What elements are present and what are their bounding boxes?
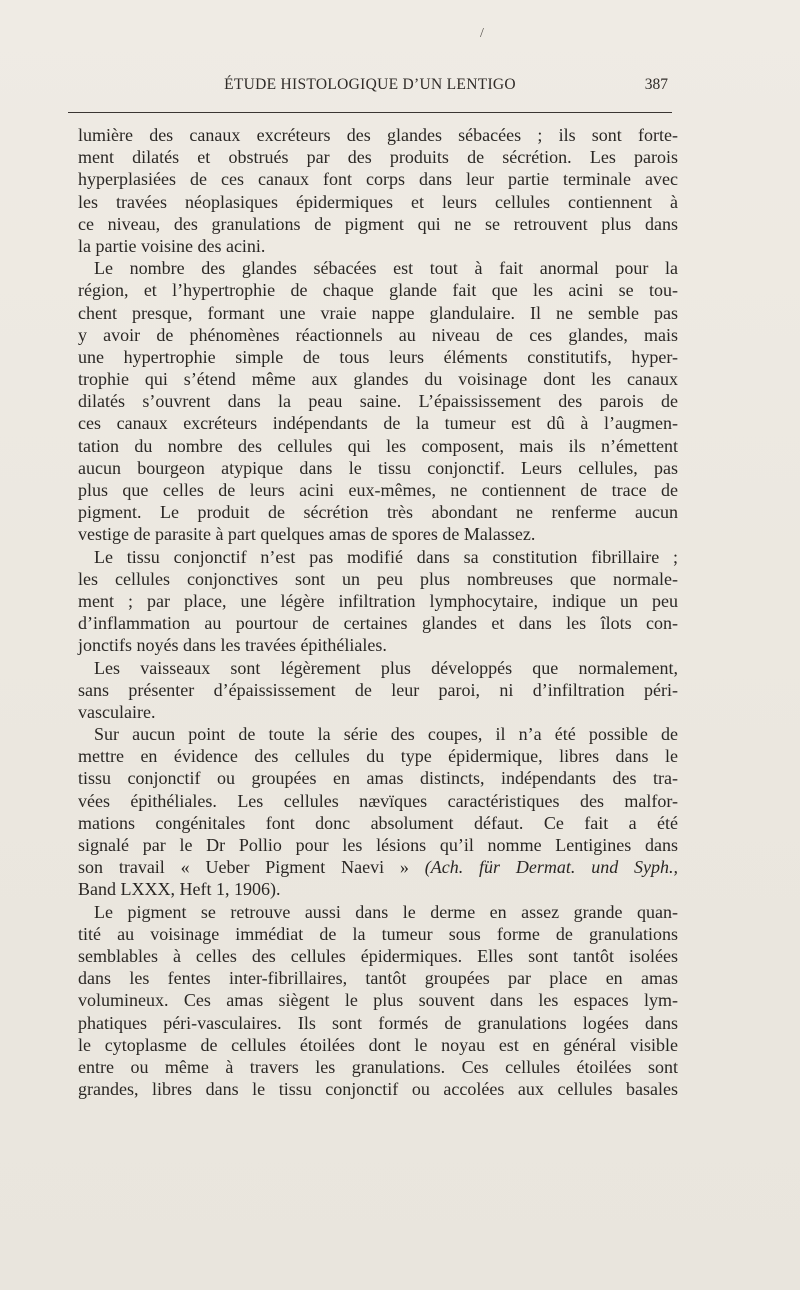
text-line: y avoir de phénomènes réactionnels au niveau de ces glandes, mais [78, 324, 678, 345]
text-line: dilatés s’ouvrent dans la peau saine. L’épaississement des parois de [78, 391, 678, 412]
text-line: ment dilatés et obstrués par des produits de sécrétion. Les parois [78, 147, 678, 168]
text-line: signalé par le Dr Pollio pour les lésions qu’il nomme Lentigines dans [78, 835, 678, 855]
text-line: ce niveau, des granulations de pigment qui ne se retrouvent plus dans [78, 213, 678, 234]
text-line: Sur aucun point de toute la série des coupes, il n’a été possible de [94, 724, 678, 745]
text-line: région, et l’hypertrophie de chaque glande fait que les acini se tou- [78, 280, 678, 301]
text-line: jonctifs noyés dans les travées épithéliales. [78, 635, 387, 656]
text-line: dans les fentes inter-fibrillaires, tantôt groupées par place en amas [78, 968, 678, 989]
text-line: vasculaire. [78, 701, 156, 722]
text-line: Band LXXX, Heft 1, 1906). [78, 879, 281, 900]
text-line: le cytoplasme de cellules étoilées dont le noyau est en général visible [78, 1034, 678, 1055]
corner-mark: / [480, 26, 484, 41]
body-text [78, 124, 678, 1100]
text-line: Le tissu conjonctif n’est pas modifié dans sa constitution fibrillaire ; [94, 546, 678, 567]
text-line: d’inflammation au pourtour de certaines glandes et dans les îlots con- [78, 613, 678, 634]
citation-text: son travail « Ueber Pigment Naevi » [78, 857, 425, 878]
text-line: la partie voisine des acini. [78, 235, 266, 256]
text-line: Le nombre des glandes sébacées est tout à fait anormal pour la [94, 258, 678, 279]
text-line: vestige de parasite à part quelques amas de spores de Malassez. [78, 524, 536, 545]
text-line: vées épithéliales. Les cellules nævïques caractéristiques des malfor- [78, 790, 678, 811]
text-line: tité au voisinage immédiat de la tumeur sous forme de granulations [78, 923, 678, 944]
text-line: hyperplasiées de ces canaux font corps dans leur partie terminale avec [78, 169, 678, 190]
running-title: ÉTUDE HISTOLOGIQUE D’UN LENTIGO [224, 76, 516, 93]
text-line: lumière des canaux excréteurs des glandes sébacées ; ils sont forte- [78, 125, 678, 145]
text-line: aucun bourgeon atypique dans le tissu conjonctif. Leurs cellules, pas [78, 457, 678, 478]
text-line: chent presque, formant une vraie nappe glandulaire. Il ne semble pas [78, 302, 678, 323]
text-line: les cellules conjonctives sont un peu plus nombreuses que normale- [78, 568, 678, 589]
text-line: ces canaux excréteurs indépendants de la tumeur est dû à l’augmen- [78, 413, 678, 434]
header-rule [68, 112, 672, 113]
text-line: une hypertrophie simple de tous leurs éléments constitutifs, hyper- [78, 346, 678, 367]
text-line: tation du nombre des cellules qui les composent, mais ils n’émettent [78, 435, 678, 456]
text-line: mettre en évidence des cellules du type épidermique, libres dans le [78, 746, 678, 767]
text-line: phatiques péri-vasculaires. Ils sont formés de granulations logées dans [78, 1012, 678, 1033]
text-line-citation [78, 856, 678, 878]
text-line: ment ; par place, une légère infiltration lymphocytaire, indique un peu [78, 590, 678, 611]
text-line: trophie qui s’étend même aux glandes du voisinage dont les canaux [78, 369, 678, 390]
text-line: sans présenter d’épaississement de leur paroi, ni d’infiltration péri- [78, 679, 678, 700]
page-number: 387 [644, 76, 668, 93]
text-line: les travées néoplasiques épidermiques et leurs cellules contiennent à [78, 191, 678, 212]
text-line: Le pigment se retrouve aussi dans le derme en assez grande quan- [94, 901, 678, 922]
text-line: volumineux. Ces amas siègent le plus souvent dans les espaces lym- [78, 990, 678, 1011]
page-header [68, 76, 672, 100]
text-line: plus que celles de leurs acini eux-mêmes, ne contiennent de trace de [78, 480, 678, 500]
text-line: Les vaisseaux sont légèrement plus développés que normalement, [94, 657, 678, 678]
text-line: pigment. Le produit de sécrétion très abondant ne renferme aucun [78, 502, 678, 523]
text-line: mations congénitales font donc absolument défaut. Ce fait a été [78, 812, 678, 833]
text-line: grandes, libres dans le tissu conjonctif ou accolées aux cellules basales [78, 1079, 678, 1100]
text-line: tissu conjonctif ou groupées en amas distincts, indépendants des tra- [78, 768, 678, 789]
citation-journal: (Ach. für Dermat. und Syph., [424, 857, 679, 878]
text-line: semblables à celles des cellules épidermiques. Elles sont tantôt isolées [78, 945, 678, 966]
text-line: entre ou même à travers les granulations. Ces cellules étoilées sont [78, 1056, 678, 1077]
